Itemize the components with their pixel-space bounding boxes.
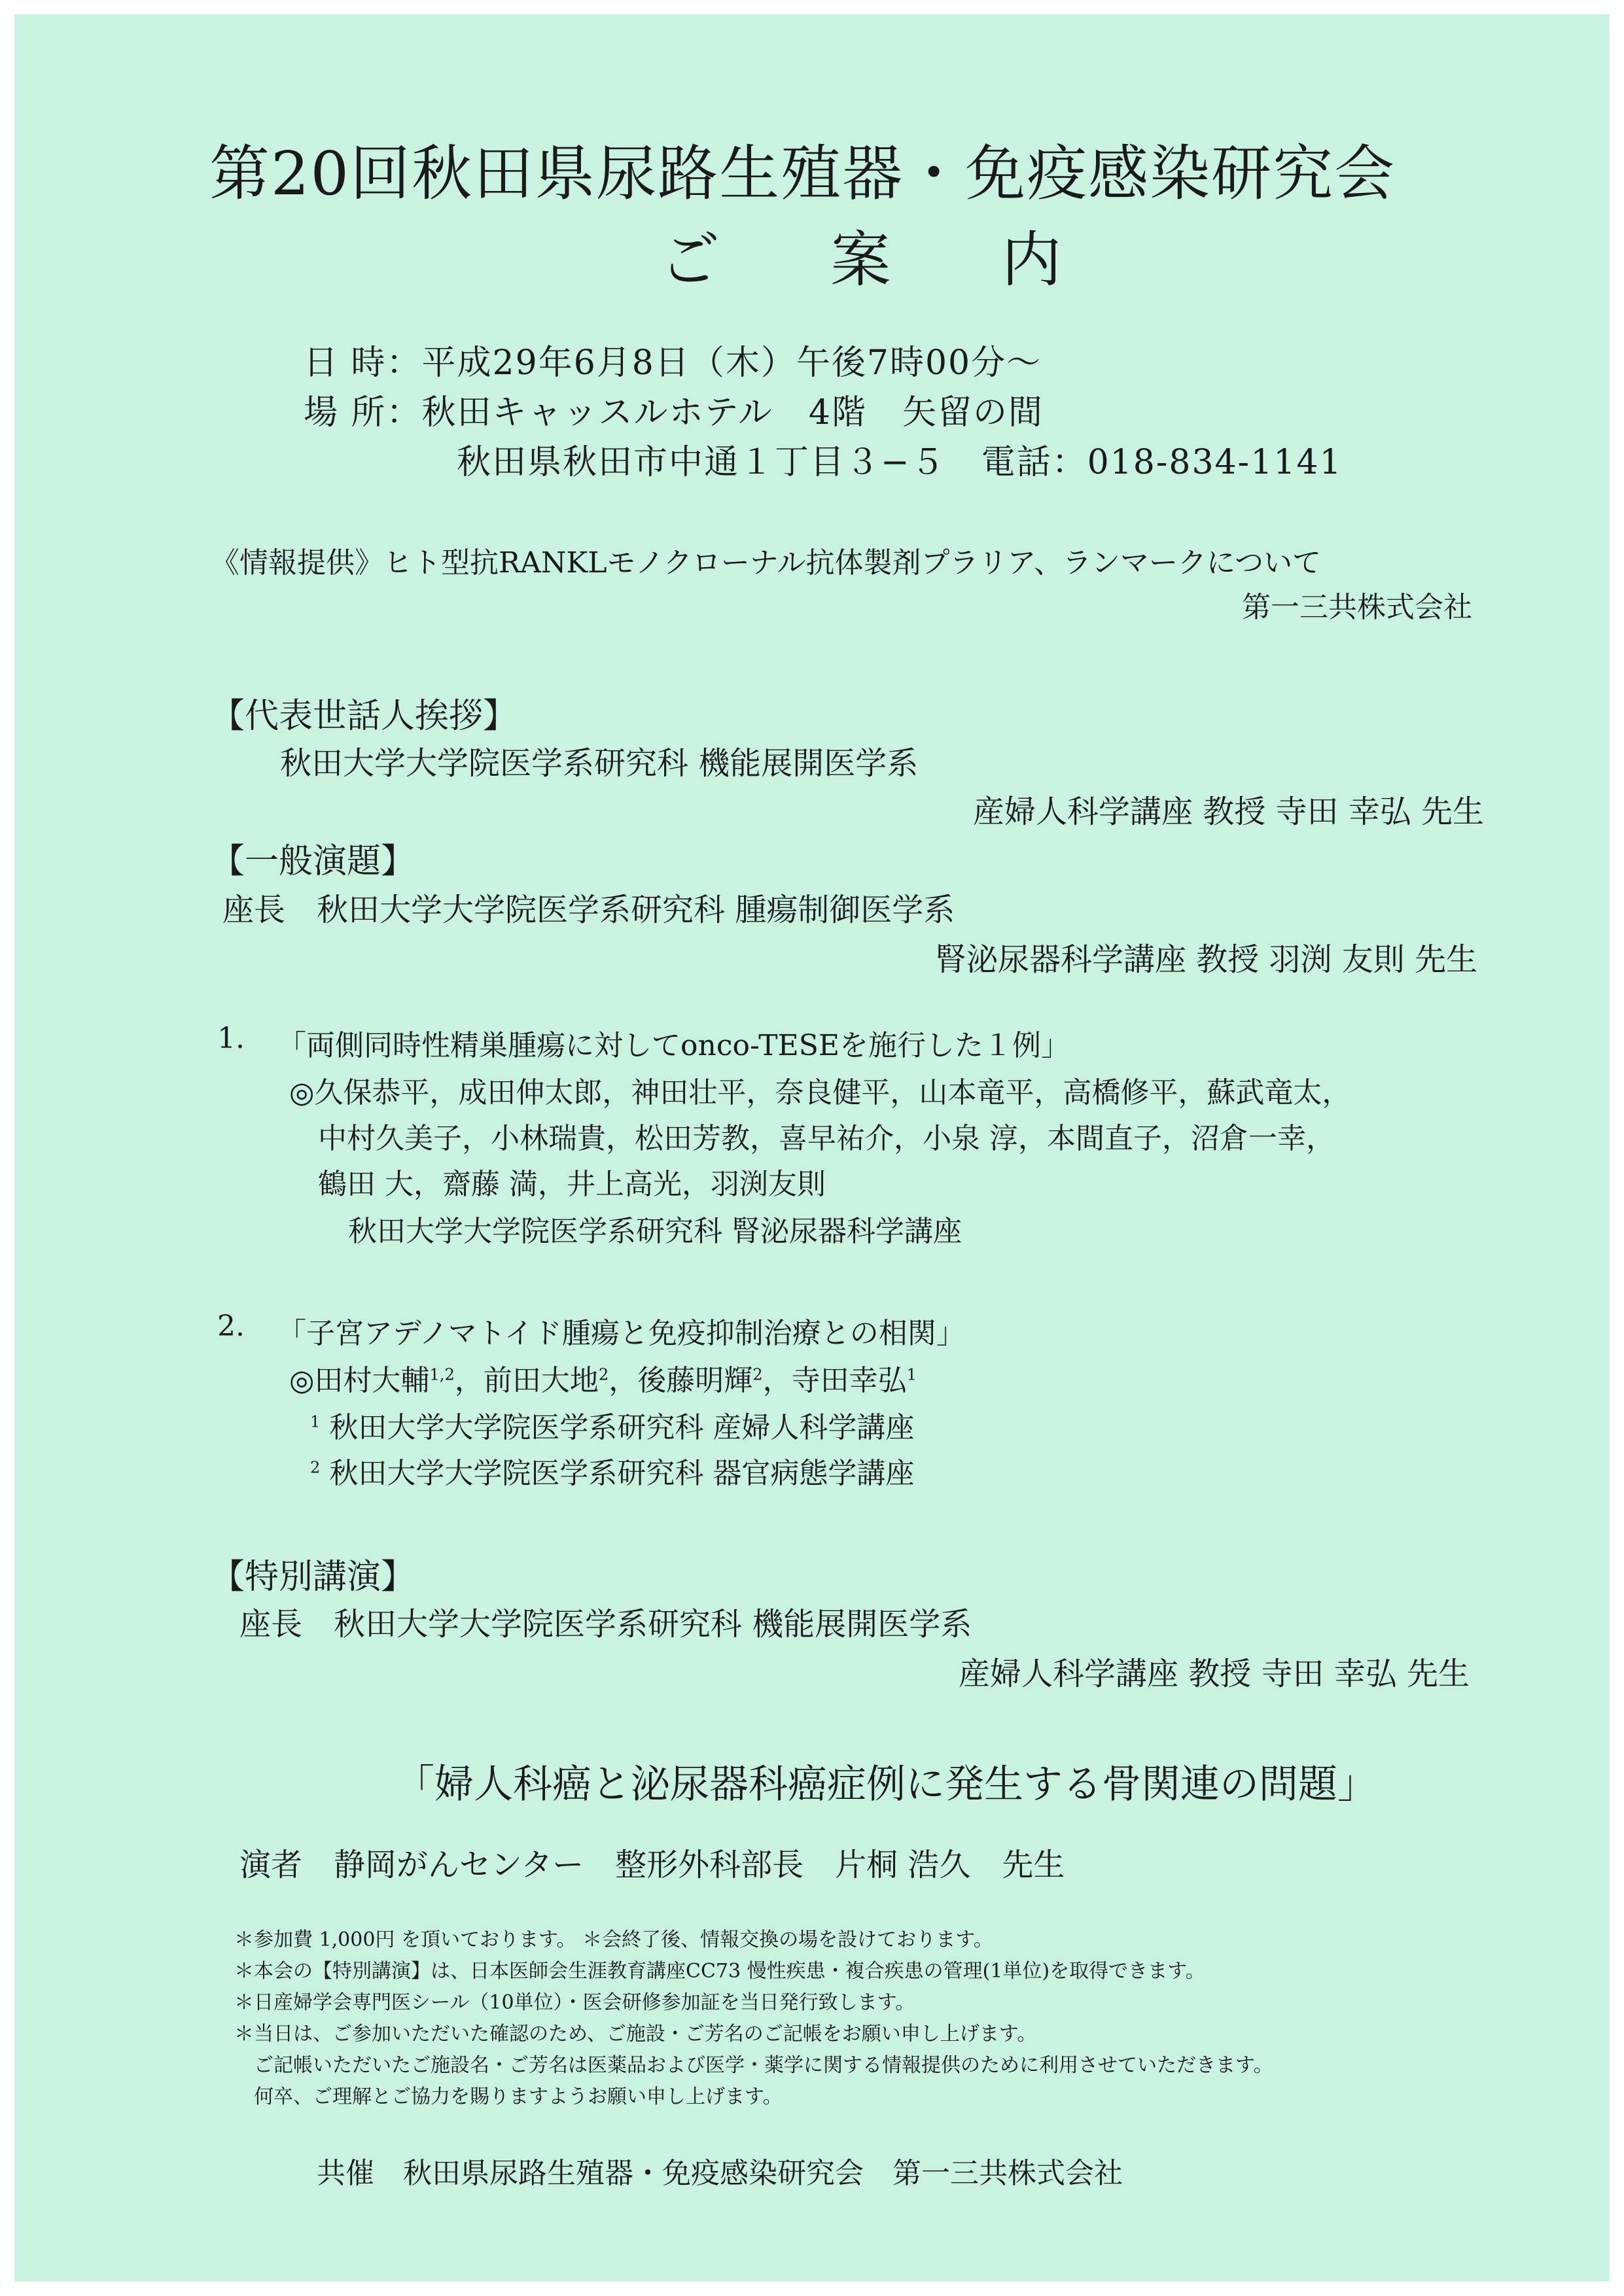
talk1-authors-line1: ◎久保恭平，成田伸太郎，神田壮平，奈良健平，山本竜平，高橋修平，蘇武竜太， — [289, 1076, 1351, 1109]
place-label: 場 所： — [304, 393, 422, 432]
talk2-aff2-text: 秋田大学大学院医学系研究科 器官病態学講座 — [329, 1457, 915, 1490]
place-value: 秋田キャッスルホテル 4階 矢留の間 — [421, 393, 1044, 432]
talk2-aff1-mark: 1 — [310, 1412, 321, 1431]
date-line — [304, 335, 1042, 384]
cohost-line: 共催 秋田県尿路生殖器・免疫感染研究会 第一三共株式会社 — [317, 2157, 1123, 2190]
date-value: 平成29年6月8日（木）午後7時00分～ — [421, 343, 1042, 383]
greeting-speaker: 産婦人科学講座 教授 寺田 幸弘 先生 — [972, 793, 1484, 830]
special-chair-name: 産婦人科学講座 教授 寺田 幸弘 先生 — [958, 1656, 1470, 1692]
note-1: ＊参加費 1,000円 を頂いております。 ＊会終了後、情報交換の場を設けております。 — [234, 1928, 993, 1951]
talk2-affiliation-2 — [310, 1450, 914, 1491]
note-3: ＊日産婦学会専門医シール（10単位）・医会研修参加証を当日発行致します。 — [234, 1991, 915, 2014]
talk2-author-4-sup: 1 — [906, 1365, 917, 1384]
talk2-author-3: ，後藤明輝 — [609, 1364, 753, 1397]
talk2-author-2-sup: 2 — [598, 1365, 609, 1384]
note-5: ご記帳いただいたご施設名・ご芳名は医薬品および医学・薬学に関する情報提供のために利用させていただきます。 — [254, 2054, 1273, 2077]
talk2-author-3-sup: 2 — [752, 1365, 763, 1384]
talk1-number: 1. — [217, 1022, 245, 1055]
general-heading: 【一般演題】 — [211, 842, 415, 881]
place-line — [304, 385, 1044, 434]
lecture-title: 「婦人科癌と泌尿器科癌症例に発生する骨関連の問題」 — [395, 1762, 1377, 1807]
talk2-authors — [289, 1357, 917, 1399]
special-chair-affiliation: 座長 秋田大学大学院医学系研究科 機能展開医学系 — [239, 1606, 972, 1643]
talk1-title: 「両側同時性精巣腫瘍に対してonco-TESEを施行した１例」 — [277, 1029, 1070, 1062]
special-heading: 【特別講演】 — [211, 1557, 415, 1597]
talk2-affiliation-1 — [310, 1404, 914, 1446]
greeting-affiliation: 秋田大学大学院医学系研究科 機能展開医学系 — [280, 745, 919, 782]
talk2-number: 2. — [217, 1310, 245, 1343]
lecture-speaker: 演者 静岡がんセンター 整形外科部長 片桐 浩久 先生 — [239, 1847, 1065, 1883]
note-2: ＊本会の【特別講演】は、日本医師会生涯教育講座CC73 慢性疾患・複合疾患の管理(1単位)を取得できます。 — [234, 1960, 1205, 1983]
talk2-aff1-text: 秋田大学大学院医学系研究科 産婦人科学講座 — [329, 1411, 915, 1444]
note-4: ＊当日は、ご参加いただいた確認のため、ご施設・ご芳名のご記帳をお願い申し上げます。 — [234, 2023, 1037, 2045]
general-chair-name: 腎泌尿器科学講座 教授 羽渕 友則 先生 — [934, 941, 1477, 978]
page-subtitle: ご 案 内 — [660, 225, 1108, 295]
talk2-title: 「子宮アデノマトイド腫瘍と免疫抑制治療との相関」 — [277, 1317, 965, 1350]
info-provision-company: 第一三共株式会社 — [1242, 591, 1472, 624]
talk2-aff2-mark: 2 — [310, 1458, 321, 1477]
address-line: 秋田県秋田市中通１丁目３−５ 電話：018-834-1141 — [457, 443, 1343, 482]
date-label: 日 時： — [304, 343, 422, 383]
talk1-affiliation: 秋田大学大学院医学系研究科 腎泌尿器科学講座 — [348, 1215, 962, 1248]
flyer-page — [14, 14, 1610, 2282]
talk2-author-1-sup: 1,2 — [429, 1365, 455, 1384]
talk2-author-1: ◎田村大輔 — [289, 1364, 430, 1397]
talk1-authors-line2: 中村久美子，小林瑞貴，松田芳教，喜早祐介，小泉 淳，本間直子，沼倉一幸， — [318, 1122, 1335, 1155]
talk1-authors-line3: 鶴田 大，齋藤 満，井上高光，羽渕友則 — [318, 1168, 826, 1201]
talk2-author-4: ，寺田幸弘 — [762, 1364, 907, 1397]
page-title: 第20回秋田県尿路生殖器・免疫感染研究会 — [209, 139, 1396, 209]
greeting-heading: 【代表世話人挨拶】 — [211, 697, 518, 736]
general-chair-affiliation: 座長 秋田大学大学院医学系研究科 腫瘍制御医学系 — [222, 892, 955, 928]
talk2-author-2: ，前田大地 — [454, 1364, 599, 1397]
note-6: 何卒、ご理解とご協力を賜りますようお願い申し上げます。 — [254, 2085, 783, 2108]
info-provision-text: 《情報提供》ヒト型抗RANKLモノクローナル抗体製剤プラリア、ランマークについて — [211, 546, 1322, 580]
